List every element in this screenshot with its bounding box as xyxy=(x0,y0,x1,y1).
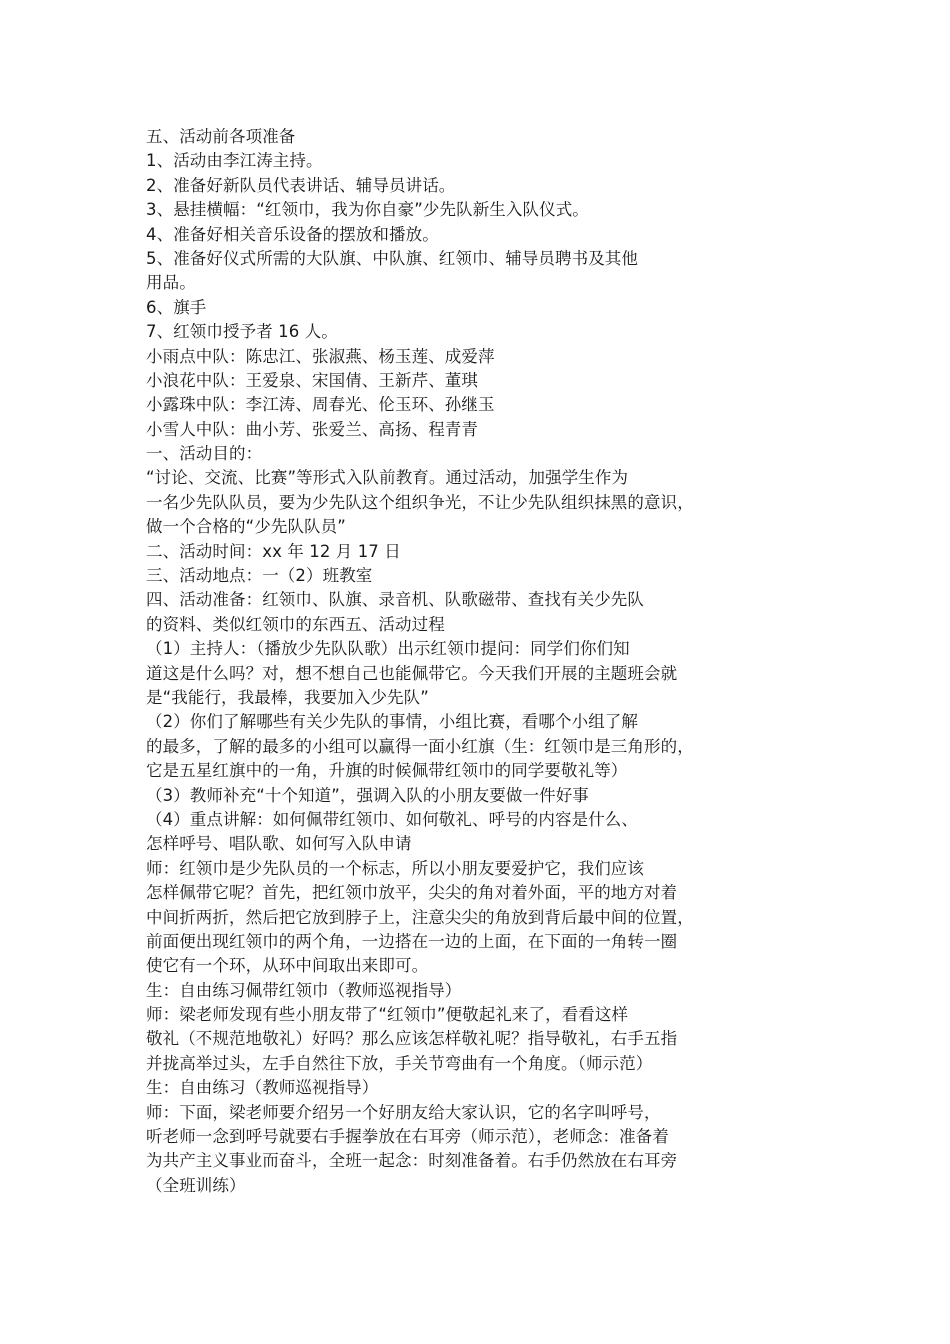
text-line: 1、活动由李江涛主持。 xyxy=(146,151,323,171)
squad-line: 小露珠中队：李江涛、周春光、伦玉环、孙继玉 xyxy=(146,395,495,415)
heading-preparation: 五、活动前各项准备 xyxy=(146,127,296,146)
text-line: （3）教师补充“十个知道”，强调入队的小朋友要做一件好事 xyxy=(146,785,589,805)
text-line: 5、准备好仪式所需的大队旗、中队旗、红领巾、辅导员聘书及其他 xyxy=(146,248,638,268)
text-line: 怎样佩带它呢？首先，把红领巾放平，尖尖的角对着外面，平的地方对着 xyxy=(146,883,678,903)
text-line: 中间折两折，然后把它放到脖子上，注意尖尖的角放到背后最中间的位置， xyxy=(146,907,694,927)
heading-materials: 四、活动准备：红领巾、队旗、录音机、队歌磁带、查找有关少先队 xyxy=(146,590,644,610)
text-line: 敬礼（不规范地敬礼）好吗？那么应该怎样敬礼呢？指导敬礼，右手五指 xyxy=(146,1029,678,1049)
text-line: 3、悬挂横幅：“红领巾，我为你自豪”少先队新生入队仪式。 xyxy=(146,200,589,220)
text-line: 听老师一念到呼号就要右手握拳放在右耳旁（师示范），老师念：准备着 xyxy=(146,1127,669,1147)
text-line: 生：自由练习（教师巡视指导） xyxy=(146,1078,379,1098)
text-line: 使它有一个环，从环中间取出来即可。 xyxy=(146,956,429,976)
text-line: 怎样呼号、唱队歌、如何写入队申请 xyxy=(146,834,412,854)
text-line: 道这是什么吗？对，想不想自己也能佩带它。今天我们开展的主题班会就 xyxy=(146,663,678,683)
text-line: 它是五星红旗中的一角，升旗的时候佩带红领巾的同学要敬礼等） xyxy=(146,761,628,781)
text-line: 6、旗手 xyxy=(146,297,207,317)
text-line: 的最多，了解的最多的小组可以赢得一面小红旗（生：红领巾是三角形的， xyxy=(146,736,694,756)
text-line: 并拢高举过头，左手自然往下放，手关节弯曲有一个角度。（师示范） xyxy=(146,1053,653,1073)
squad-line: 小雨点中队：陈忠江、张淑燕、杨玉莲、成爱萍 xyxy=(146,346,495,366)
text-line: 前面便出现红领巾的两个角，一边搭在一边的上面，在下面的一角转一圈 xyxy=(146,931,678,951)
squad-line: 小雪人中队：曲小芳、张爱兰、高扬、程青青 xyxy=(146,419,478,439)
text-line: 师：红领巾是少先队员的一个标志，所以小朋友要爱护它，我们应该 xyxy=(146,858,644,878)
text-line: 师：梁老师发现有些小朋友带了“红领巾”便敬起礼来了，看看这样 xyxy=(146,1005,629,1025)
text-line: 做一个合格的“少先队队员” xyxy=(146,517,346,537)
text-line: （4）重点讲解：如何佩带红领巾、如何敬礼、呼号的内容是什么、 xyxy=(146,809,638,829)
document-body xyxy=(146,125,786,1198)
text-line: 师：下面，梁老师要介绍另一个好朋友给大家认识，它的名字叫呼号， xyxy=(146,1102,661,1122)
text-line: 2、准备好新队员代表讲话、辅导员讲话。 xyxy=(146,175,456,195)
text-line: （全班训练） xyxy=(146,1175,246,1195)
text-line: 生：自由练习佩带红领巾（教师巡视指导） xyxy=(146,980,462,1000)
text-line: 4、准备好相关音乐设备的摆放和播放。 xyxy=(146,224,439,244)
text-line: 用品。 xyxy=(146,273,196,293)
heading-purpose: 一、活动目的： xyxy=(146,444,263,464)
heading-location: 三、活动地点：一（2）班教室 xyxy=(146,566,373,586)
text-line: 的资料、类似红领巾的东西五、活动过程 xyxy=(146,614,445,634)
text-line: （2）你们了解哪些有关少先队的事情，小组比赛，看哪个小组了解 xyxy=(146,712,638,732)
text-line: 7、红领巾授予者 16 人。 xyxy=(146,322,338,342)
text-line: 为共产主义事业而奋斗，全班一起念：时刻准备着。右手仍然放在右耳旁 xyxy=(146,1151,678,1171)
squad-line: 小浪花中队：王爱泉、宋国倩、王新芹、董琪 xyxy=(146,370,478,390)
heading-time: 二、活动时间：xx 年 12 月 17 日 xyxy=(146,541,401,561)
text-line: 是“我能行，我最棒，我要加入少先队” xyxy=(146,687,429,707)
text-line: （1）主持人：（播放少先队队歌）出示红领巾提问：同学们你们知 xyxy=(146,639,630,659)
text-line: “讨论、交流、比赛”等形式入队前教育。通过活动，加强学生作为 xyxy=(146,468,629,488)
text-line: 一名少先队队员，要为少先队这个组织争光，不让少先队组织抹黑的意识， xyxy=(146,492,694,512)
